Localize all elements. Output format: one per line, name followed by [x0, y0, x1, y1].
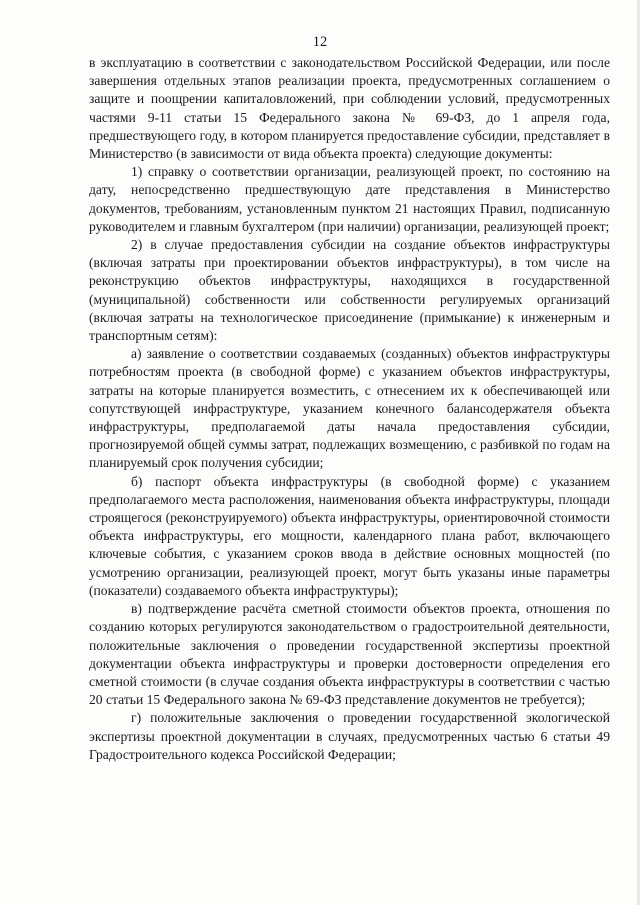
paragraph-item-1: 1) справку о соответствии организации, реализующей проект, по состоянию на дату, непосредственно предшествующую дате представления в Министерство документов, требованиям, установленным пунктом 21 настоящих Правил, подписанную руководителем и главным бухгалтером (при наличии) организации, реализующей проект;: [89, 164, 610, 234]
paragraph-subitem-a: а) заявление о соответствии создаваемых (созданных) объектов инфраструктуры потребностям проекта (в свободной форме) с указанием объектов инфраструктуры, затраты на которые планируется возместить, с отнесением их к обеспечивающей или сопутствующей инфраструктуре, указанием конечного балансодержателя объекта инфраструктуры, предполагаемой даты начала предоставления субсидии, прогнозируемой общей суммы затрат, подлежащих возмещению, с разбивкой по годам на планируемый срок получения субсидии;: [89, 346, 610, 471]
page-number: 12: [312, 34, 328, 50]
paragraph-subitem-g: г) положительные заключения о проведении государственной экологической экспертизы проектной документации в случаях, предусмотренных частью 6 статьи 49 Градостроительного кодекса Российской Федерации;: [89, 710, 610, 762]
paragraph-subitem-b: б) паспорт объекта инфраструктуры (в свободной форме) с указанием предполагаемого места расположения, наименования объекта инфраструктуры, площади строящегося (реконструируемого) объекта инфраструктуры, ориентировочной стоимости объекта инфраструктуры, его мощности, календарного плана работ, включающего ключевые события, с указанием сроков ввода в действие основных мощностей (по усмотрению организации, реализующей проект, могут быть указаны иные параметры (показатели) создаваемого объекта инфраструктуры);: [89, 473, 610, 598]
document-body: [89, 54, 610, 764]
paragraph-subitem-v: в) подтверждение расчёта сметной стоимости объектов проекта, отношения по созданию которых регулируются законодательством о градостроительной деятельности, положительные заключения о проведении государственной экспертизы проектной документации объекта инфраструктуры и проверки достоверности определения его сметной стоимости (в случае создания объекта инфраструктуры в соответствии с частью 20 статьи 15 Федерального закона № 69-ФЗ представление документов не требуется);: [89, 601, 610, 708]
paragraph-intro: в эксплуатацию в соответствии с законодательством Российской Федерации, или после завершения отдельных этапов реализации проекта, предусмотренных соглашением о защите и поощрении капиталовложений, при соблюдении условий, предусмотренных частями 9-11 статьи 15 Федерального закона № 69-ФЗ, до 1 апреля года, предшествующего году, в котором планируется предоставление субсидии, представляет в Министерство (в зависимости от вида объекта проекта) следующие документы:: [89, 55, 610, 162]
paragraph-item-2: 2) в случае предоставления субсидии на создание объектов инфраструктуры (включая затраты при проектировании объектов инфраструктуры), в том числе на реконструкцию объектов инфраструктуры, находящихся в государственной (муниципальной) собственности или собственности регулируемых организаций (включая затраты на технологическое присоединение (примыкание) к инженерным и транспортным сетям):: [89, 237, 610, 344]
